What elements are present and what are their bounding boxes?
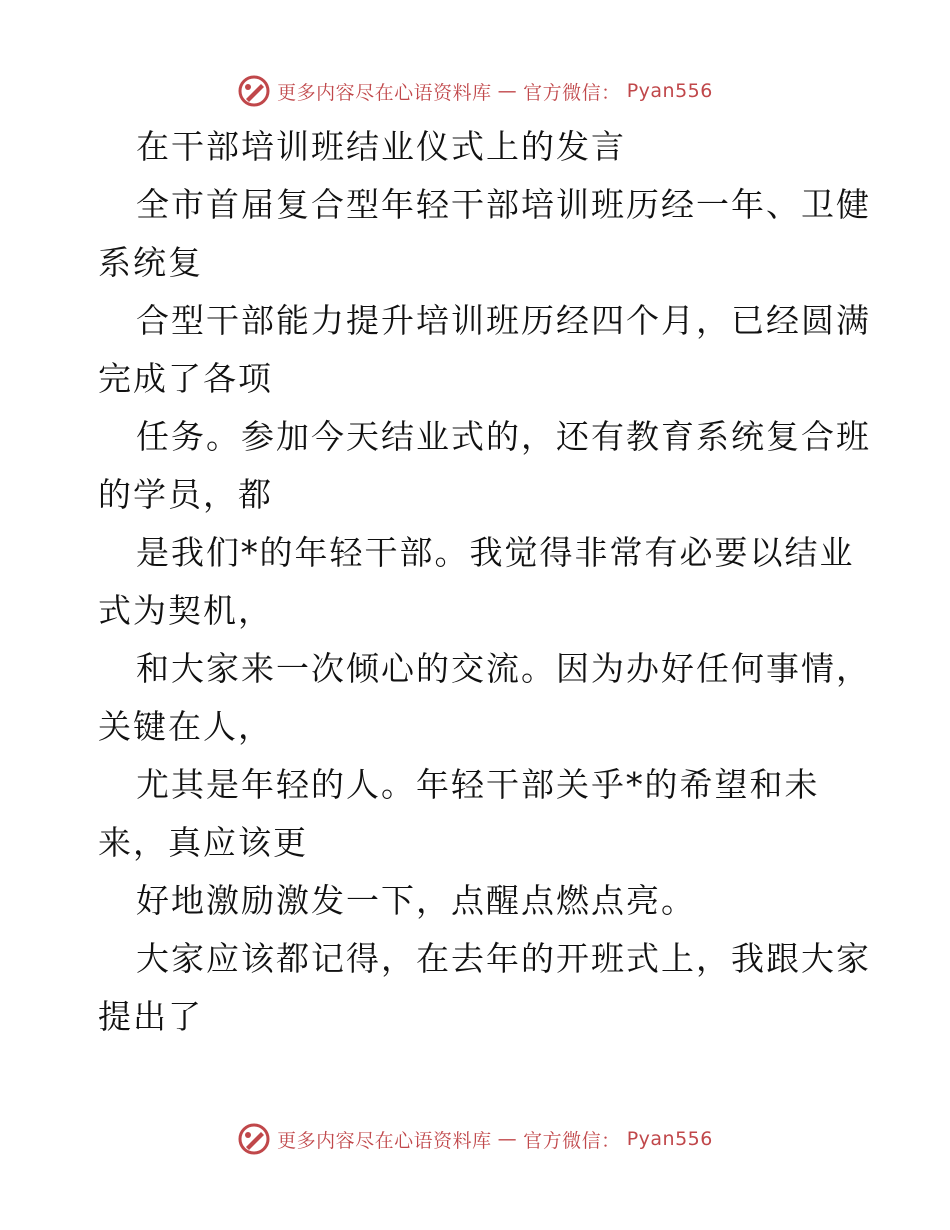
seal-pen-icon (237, 74, 271, 108)
paragraph-line: 好地激励激发一下，点醒点燃点亮。 (136, 881, 696, 920)
document-title: 在干部培训班结业仪式上的发言 (136, 127, 626, 166)
footer-watermark (0, 1119, 950, 1159)
paragraph-line: 任务。参加今天结业式的，还有教育系统复合班 (136, 417, 871, 456)
watermark-main-text: 更多内容尽在心语资料库 (277, 81, 492, 104)
paragraph-line: 来，真应该更 (98, 823, 308, 862)
paragraph-line: 完成了各项 (98, 359, 273, 398)
watermark-wechat-id: Pyan556 (626, 80, 713, 102)
paragraph-line: 全市首届复合型年轻干部培训班历经一年、卫健 (136, 185, 871, 224)
paragraph-line: 关键在人， (98, 707, 273, 746)
paragraph-line: 的学员，都 (98, 475, 273, 514)
paragraph (98, 756, 858, 872)
paragraph (98, 930, 871, 1046)
paragraph-line: 提出了 (98, 997, 203, 1036)
paragraph (98, 872, 858, 930)
seal-pen-icon (237, 1122, 271, 1156)
watermark-main-text: 更多内容尽在心语资料库 (277, 1129, 492, 1152)
paragraph-line: 尤其是年轻的人。年轻干部关乎*的希望和未 (136, 765, 820, 804)
paragraph (98, 640, 871, 756)
paragraph-line: 合型干部能力提升培训班历经四个月，已经圆满 (136, 301, 871, 340)
watermark-wechat-id: Pyan556 (626, 1128, 713, 1150)
watermark-wechat-label: 官方微信： (523, 1129, 621, 1152)
paragraph (98, 292, 871, 408)
document-body (98, 118, 871, 1046)
watermark-separator: — (497, 1128, 518, 1150)
paragraph (98, 524, 858, 640)
paragraph (98, 176, 871, 292)
paragraph-line: 和大家来一次倾心的交流。因为办好任何事情， (136, 649, 871, 688)
watermark-wechat-label: 官方微信： (523, 81, 621, 104)
header-watermark (0, 71, 950, 111)
paragraph (98, 408, 871, 524)
paragraph-line: 大家应该都记得，在去年的开班式上，我跟大家 (136, 939, 871, 978)
watermark-separator: — (497, 80, 518, 102)
paragraph-line: 系统复 (98, 243, 203, 282)
paragraph-line: 式为契机， (98, 591, 273, 630)
paragraph-line: 是我们*的年轻干部。我觉得非常有必要以结业 (136, 533, 855, 572)
